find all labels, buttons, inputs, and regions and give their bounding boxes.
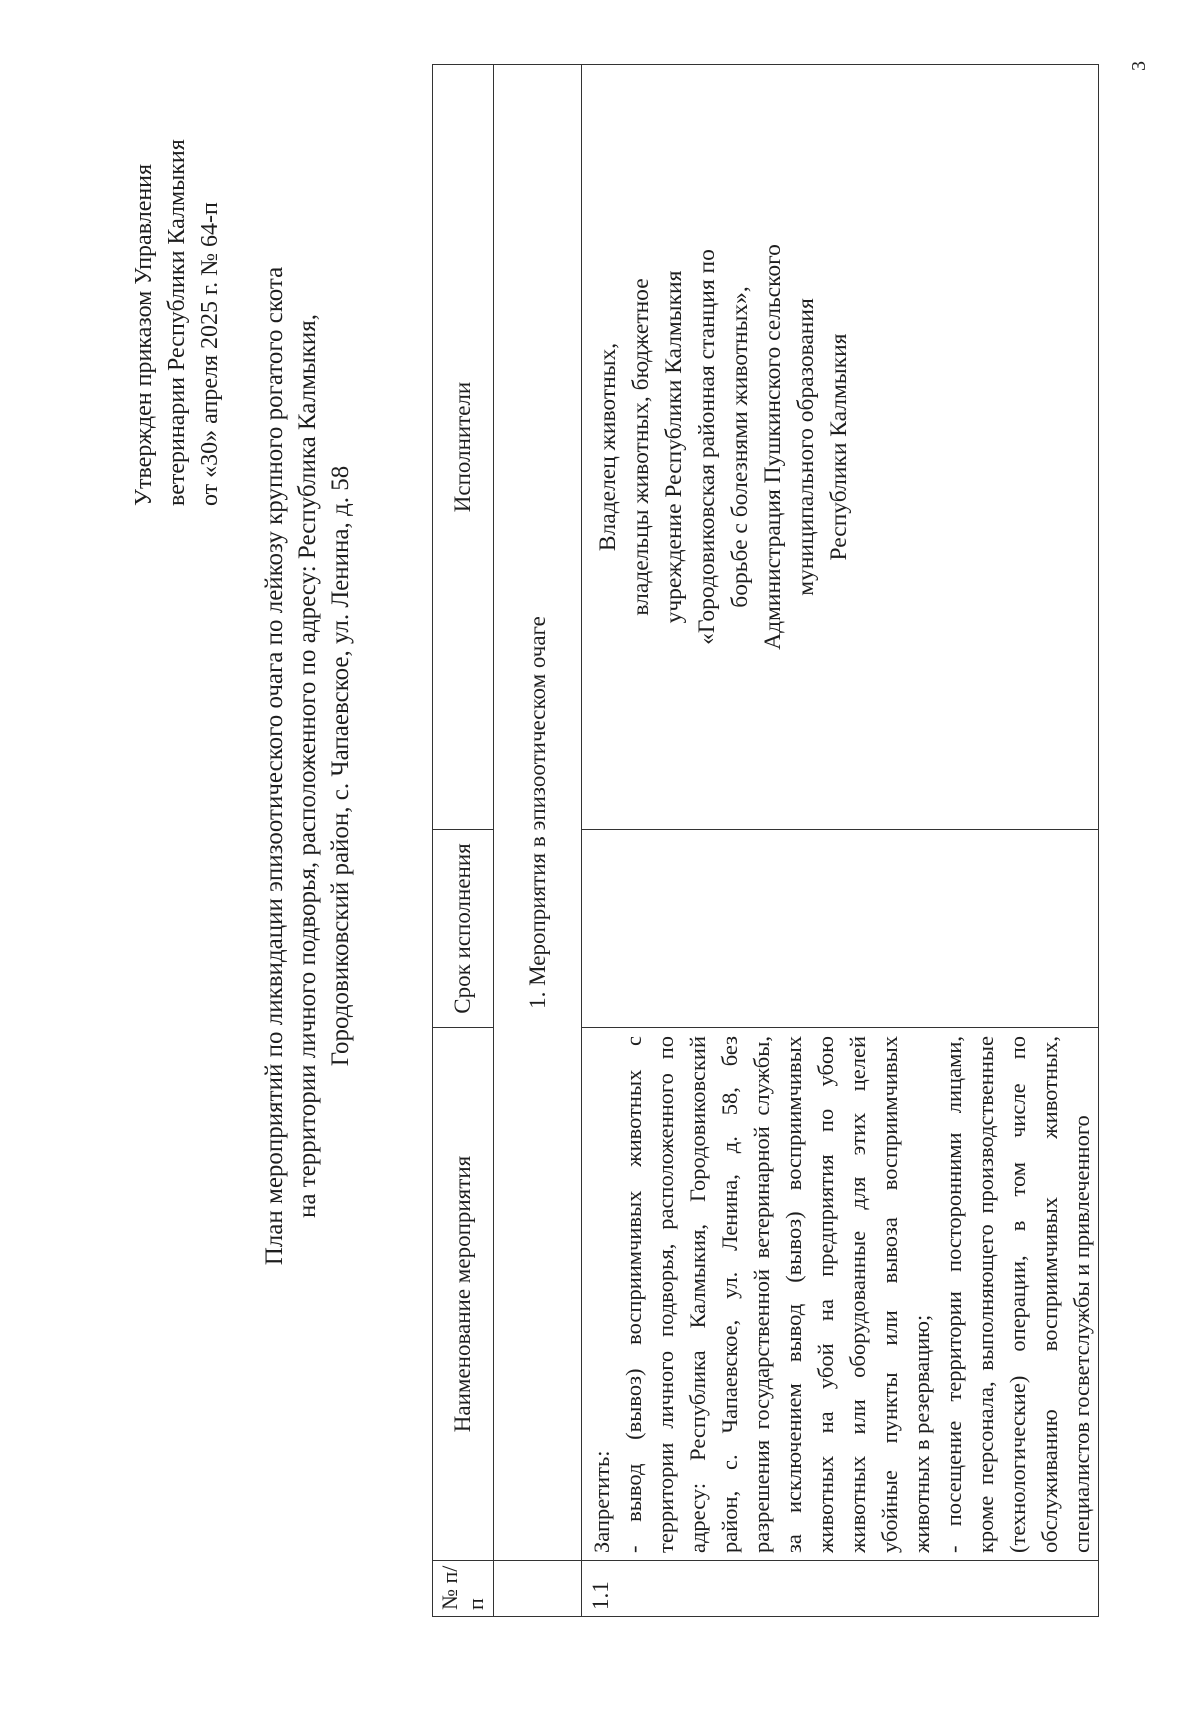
- page-number: 3: [1128, 61, 1150, 71]
- document-title: [258, 71, 357, 1461]
- header-measure: Наименование мероприятия: [433, 1028, 494, 1561]
- section-row: [494, 65, 582, 1617]
- executor-line: «Городовиковская районная станция по: [694, 249, 720, 645]
- measure-paragraph: - посещение территории посторонними лицами, кроме персонала, выполняющего производственные (технологические) операции, в том числе по обслуживанию восприимчивых животных, специалистов госветслужбы и привлеченного: [941, 1036, 1094, 1553]
- executor-line: учреждение Республики Калмыкия: [661, 270, 687, 624]
- title-line: План мероприятий по ликвидации эпизоотического очага по лейкозу крупного рогатого скота: [261, 266, 288, 1266]
- title-line: на территории личного подворья, расположенного по адресу: Республика Калмыкия,: [294, 314, 321, 1218]
- header-num: № п/п: [433, 1561, 494, 1617]
- row-number: 1.1: [582, 1561, 1099, 1617]
- measure-cell: [582, 1028, 1099, 1561]
- executor-line: Владелец животных,: [595, 342, 621, 552]
- section-title: 1. Мероприятия в эпизоотическом очаге: [494, 65, 582, 1561]
- approval-line: Утвержден приказом Управления: [131, 163, 157, 506]
- section-num-cell: [494, 1561, 582, 1617]
- executor-line: борьбе с болезнями животных»,: [727, 286, 753, 608]
- measures-table: [432, 64, 1099, 1617]
- measure-paragraph: - вывод (вывоз) восприимчивых животных с территории личного подворья, расположенного по адресу: Республика Калмыкия, Городовиковский район, с. Чапаевское, ул. Ленина, д. 58, без разрешения государственной ветеринарной службы, за исключением вывод (вывоз) восприимчивых животных на убой на предприятия по убою животных или оборудованные для этих целей убойные пункты или вывоза восприимчивых животных в резервацию;: [621, 1036, 934, 1553]
- table-row: [582, 65, 1099, 1617]
- executor-line: муниципального образования: [793, 298, 819, 596]
- approval-line: от «30» апреля 2025 г. № 64-п: [197, 202, 223, 506]
- executor-line: Администрация Пушкинского сельского: [760, 244, 786, 650]
- measure-paragraph: Запретить:: [589, 1450, 614, 1553]
- executor-line: владельцы животных, бюджетное: [628, 278, 654, 616]
- approval-stamp: [128, 46, 227, 506]
- header-executors: Исполнители: [433, 65, 494, 830]
- table-header-row: [433, 65, 494, 1617]
- executor-line: Республики Калмыкия: [826, 333, 852, 561]
- header-deadline: Срок исполнения: [433, 830, 494, 1028]
- title-line: Городовиковский район, с. Чапаевское, ул. Ленина, д. 58: [327, 465, 354, 1067]
- deadline-cell: [582, 830, 1099, 1028]
- executors-cell: [582, 65, 1099, 830]
- approval-line: ветеринарии Республики Калмыкия: [164, 139, 190, 506]
